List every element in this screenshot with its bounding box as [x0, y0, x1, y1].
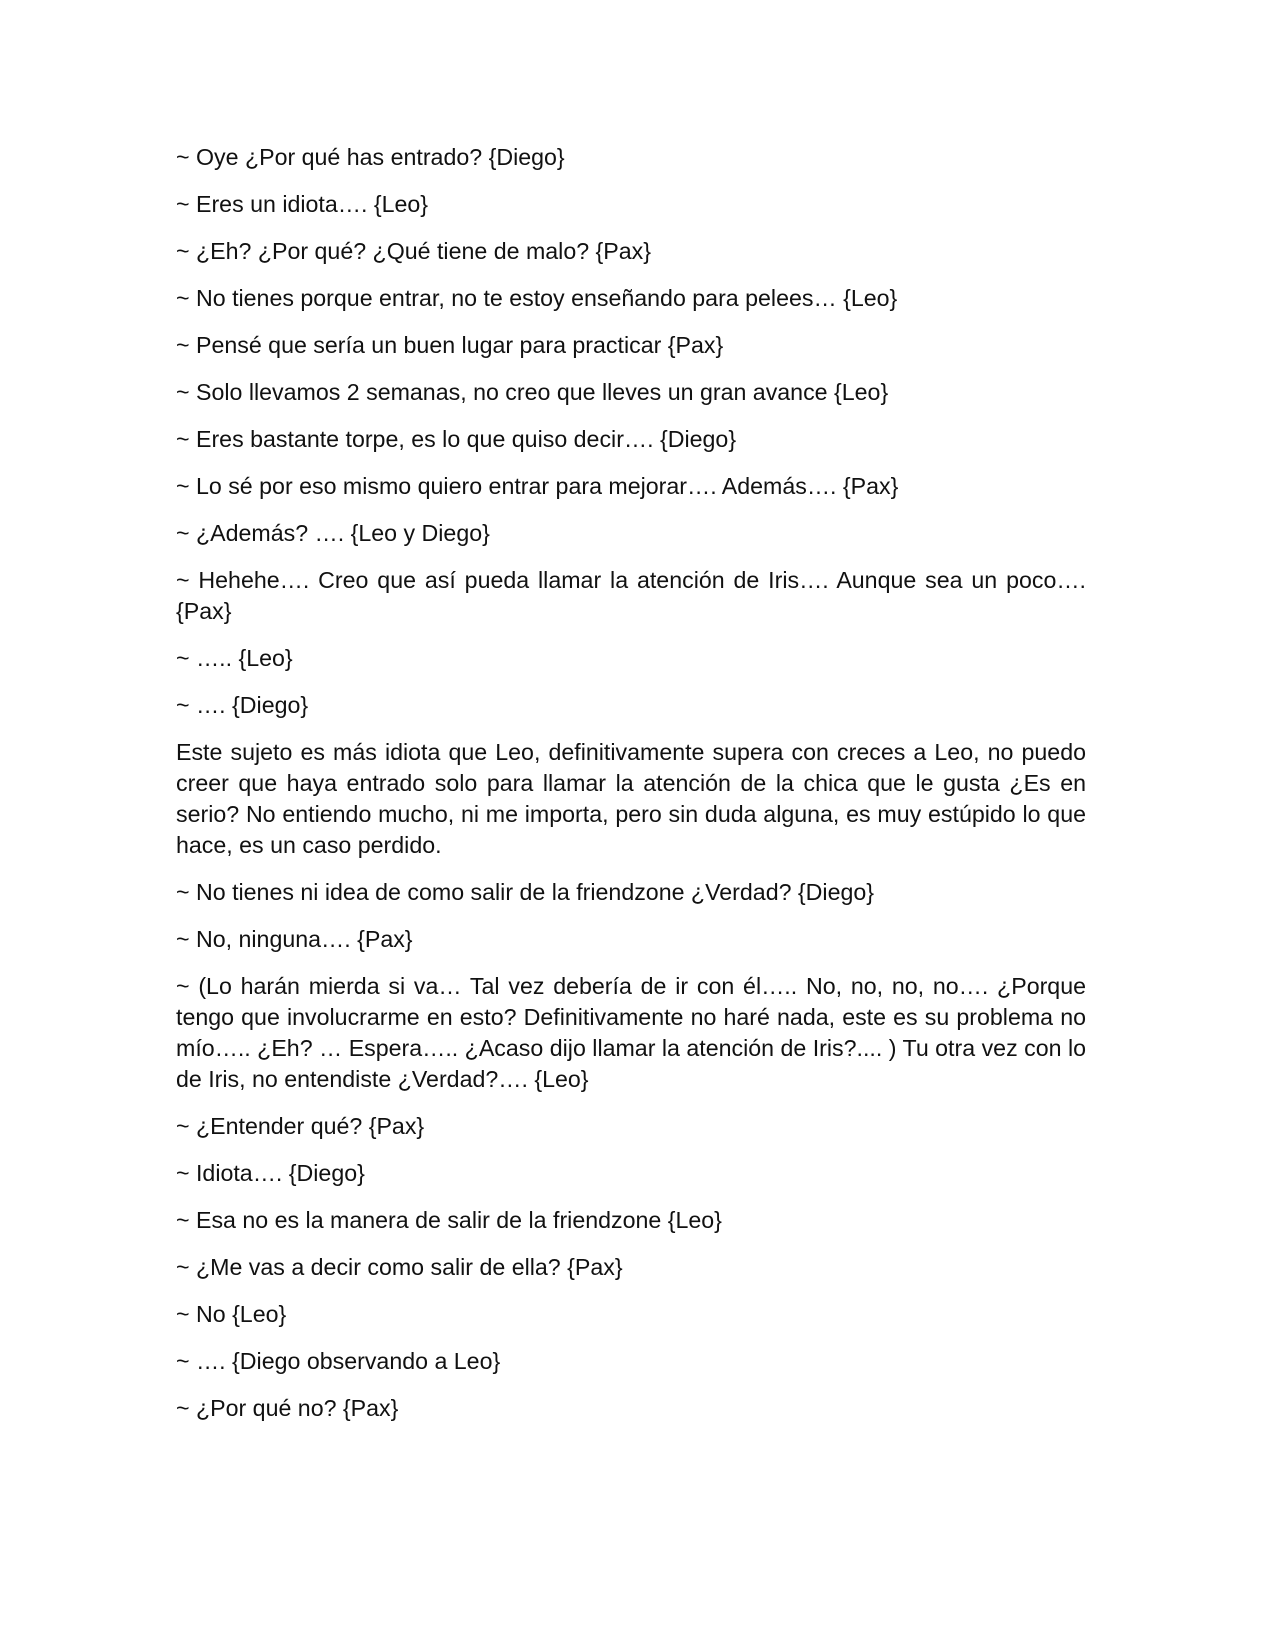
dialogue-line: ~ …. {Diego observando a Leo} — [176, 1348, 501, 1374]
dialogue-line: ~ Solo llevamos 2 semanas, no creo que lleves un gran avance {Leo} — [176, 379, 889, 405]
dialogue-line: ~ No {Leo} — [176, 1301, 287, 1327]
document-page — [176, 142, 1086, 1440]
dialogue-line: ~ Oye ¿Por qué has entrado? {Diego} — [176, 144, 565, 170]
dialogue-line: ~ Hehehe…. Creo que así pueda llamar la atención de Iris…. Aunque sea un poco…. {Pax} — [176, 567, 1086, 624]
dialogue-line: ~ Eres un idiota…. {Leo} — [176, 191, 429, 217]
dialogue-line: ~ No, ninguna…. {Pax} — [176, 926, 413, 952]
dialogue-line: ~ Esa no es la manera de salir de la friendzone {Leo} — [176, 1207, 722, 1233]
dialogue-line: ~ ¿Entender qué? {Pax} — [176, 1113, 425, 1139]
dialogue-line: ~ …. {Diego} — [176, 692, 309, 718]
dialogue-line: ~ ¿Eh? ¿Por qué? ¿Qué tiene de malo? {Pax} — [176, 238, 651, 264]
dialogue-line: ~ Idiota…. {Diego} — [176, 1160, 365, 1186]
dialogue-line: ~ Lo sé por eso mismo quiero entrar para mejorar…. Además…. {Pax} — [176, 473, 899, 499]
dialogue-line: ~ Eres bastante torpe, es lo que quiso decir…. {Diego} — [176, 426, 737, 452]
dialogue-line: ~ ¿Me vas a decir como salir de ella? {Pax} — [176, 1254, 623, 1280]
dialogue-line: ~ ¿Además? …. {Leo y Diego} — [176, 520, 490, 546]
dialogue-line: ~ Pensé que sería un buen lugar para practicar {Pax} — [176, 332, 724, 358]
dialogue-line: ~ No tienes ni idea de como salir de la friendzone ¿Verdad? {Diego} — [176, 879, 875, 905]
dialogue-line: ~ ….. {Leo} — [176, 645, 293, 671]
narration-paragraph: Este sujeto es más idiota que Leo, definitivamente supera con creces a Leo, no puedo creer que haya entrado solo para llamar la atención de la chica que le gusta ¿Es en serio? No entiendo mucho, ni me importa, pero sin duda alguna, es muy estúpido lo que hace, es un caso perdido. — [176, 739, 1086, 858]
dialogue-line: ~ ¿Por qué no? {Pax} — [176, 1395, 399, 1421]
dialogue-line: ~ No tienes porque entrar, no te estoy enseñando para pelees… {Leo} — [176, 285, 898, 311]
dialogue-line: ~ (Lo harán mierda si va… Tal vez debería de ir con él….. No, no, no, no…. ¿Porque tengo que involucrarme en esto? Definitivamente no haré nada, este es su problema no mío….. ¿Eh? … Espera….. ¿Acaso dijo llamar la atención de Iris?.... ) Tu otra vez con lo de Iris, no entendiste ¿Verdad?…. {Leo} — [176, 973, 1086, 1092]
